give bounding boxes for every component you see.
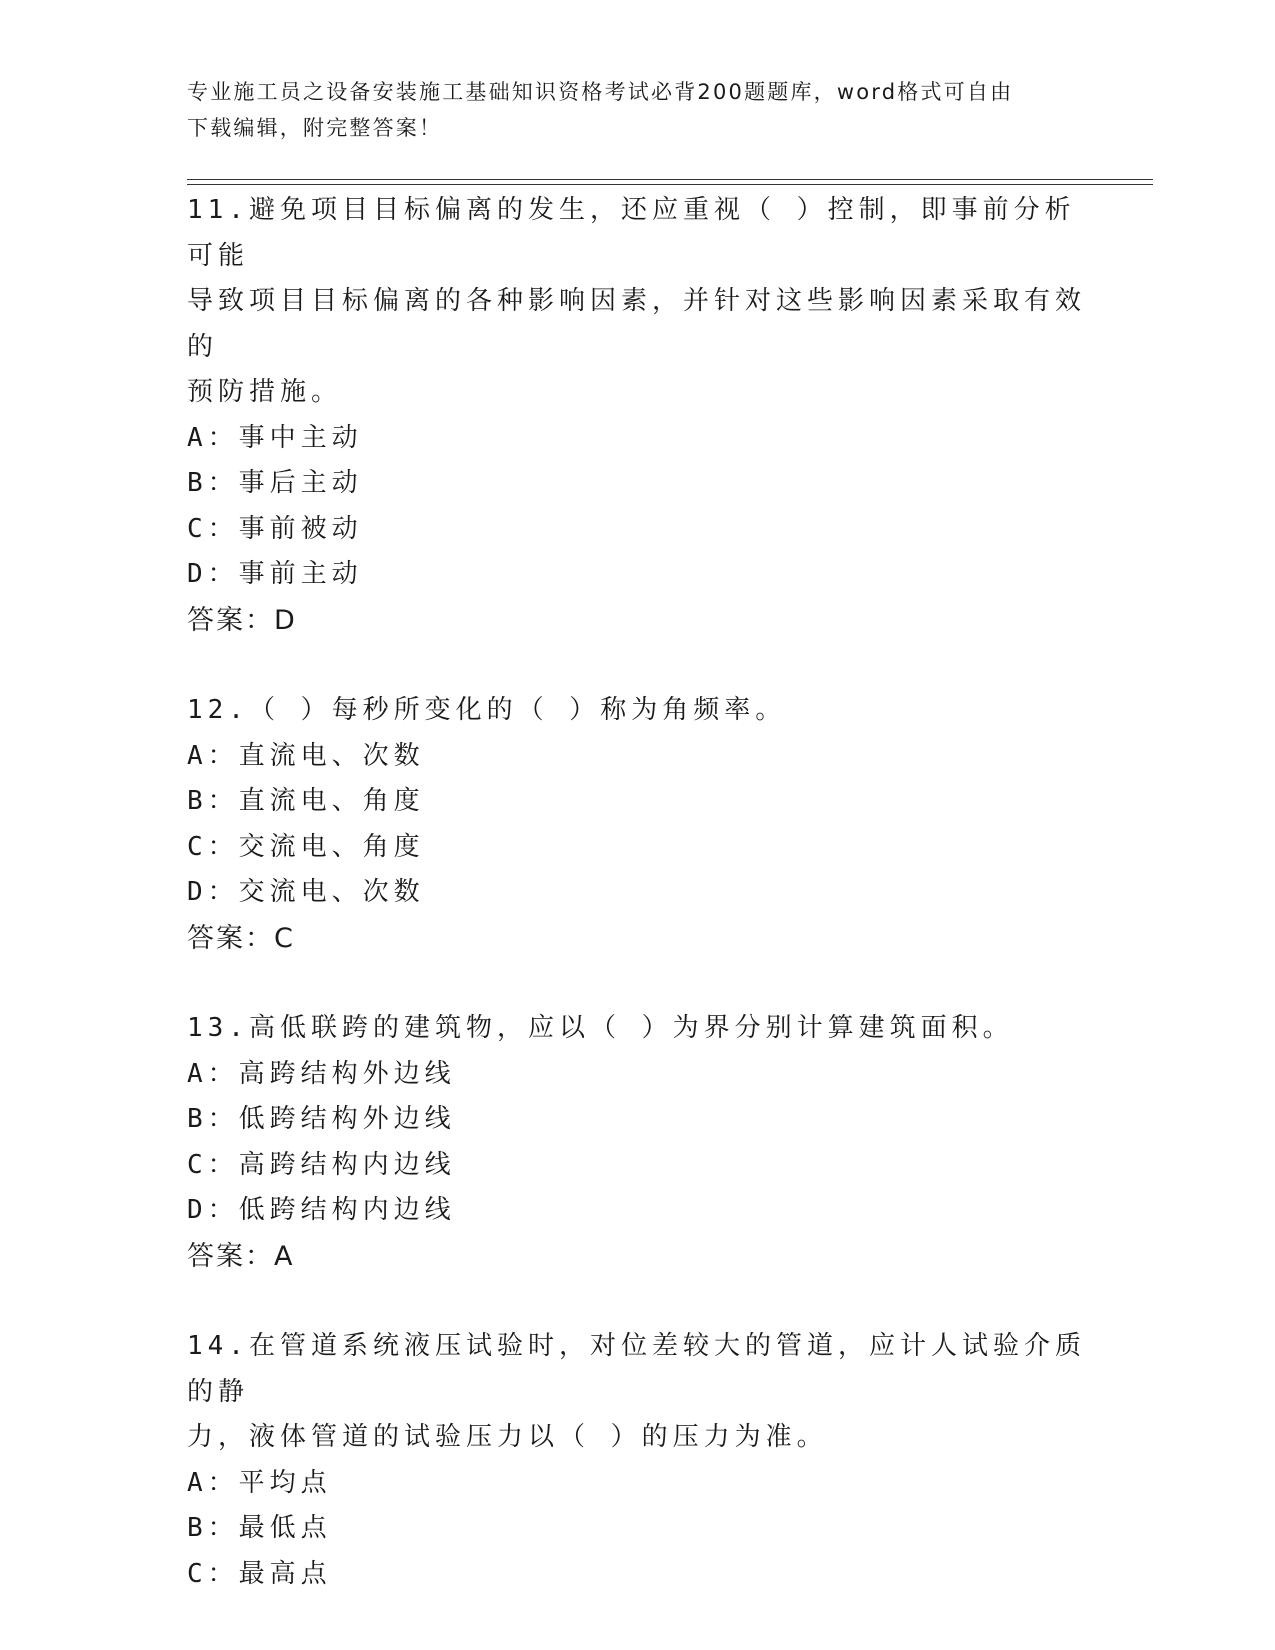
question-11: [187, 188, 1087, 643]
spacer: [187, 961, 1087, 1006]
header-divider-bottom: [187, 184, 1153, 185]
question-13: [187, 1006, 1087, 1279]
option-c: C：最高点: [187, 1558, 332, 1589]
option-c: C：交流电、角度: [187, 831, 425, 862]
question-list: [187, 188, 1087, 1597]
question-stem-line: 14.在管道系统液压试验时，对位差较大的管道，应计人试验介质的静: [187, 1331, 1086, 1407]
spacer: [187, 643, 1087, 688]
option-c: C：事前被动: [187, 513, 363, 544]
option-b: B：低跨结构外边线: [187, 1104, 456, 1134]
option-d: D：事前主动: [187, 559, 363, 589]
header-divider-top: [187, 179, 1153, 180]
option-b: B：最低点: [187, 1513, 332, 1543]
option-d: D：低跨结构内边线: [187, 1195, 456, 1225]
question-stem-line: 11.避免项目目标偏离的发生，还应重视（ ）控制，即事前分析可能: [187, 195, 1076, 271]
question-stem-line: 力，液体管道的试验压力以（ ）的压力为准。: [187, 1422, 828, 1452]
option-a: A：直流电、次数: [187, 740, 425, 771]
option-d: D：交流电、次数: [187, 877, 425, 907]
question-stem-line: 13.高低联跨的建筑物，应以（ ）为界分别计算建筑面积。: [187, 1013, 1014, 1043]
option-b: B：直流电、角度: [187, 786, 425, 816]
question-stem-line: 导致项目目标偏离的各种影响因素，并针对这些影响因素采取有效的: [187, 286, 1087, 362]
answer-line: 答案：D: [187, 604, 297, 636]
spacer: [187, 1279, 1087, 1324]
option-a: A：高跨结构外边线: [187, 1058, 456, 1089]
answer-line: 答案：A: [187, 1240, 295, 1272]
option-c: C：高跨结构内边线: [187, 1149, 456, 1180]
document-header: [187, 74, 1087, 146]
option-a: A：平均点: [187, 1467, 332, 1498]
question-stem-line: 12.（ ）每秒所变化的（ ）称为角频率。: [187, 695, 787, 725]
question-12: [187, 688, 1087, 961]
answer-line: 答案：C: [187, 922, 295, 954]
option-a: A：事中主动: [187, 422, 363, 453]
option-b: B：事后主动: [187, 468, 363, 498]
header-line-2: 下载编辑，附完整答案！: [187, 116, 443, 140]
question-14: [187, 1324, 1087, 1597]
header-line-1: 专业施工员之设备安装施工基础知识资格考试必背200题题库，word格式可自由: [187, 80, 1014, 104]
question-stem-line: 预防措施。: [187, 377, 343, 407]
